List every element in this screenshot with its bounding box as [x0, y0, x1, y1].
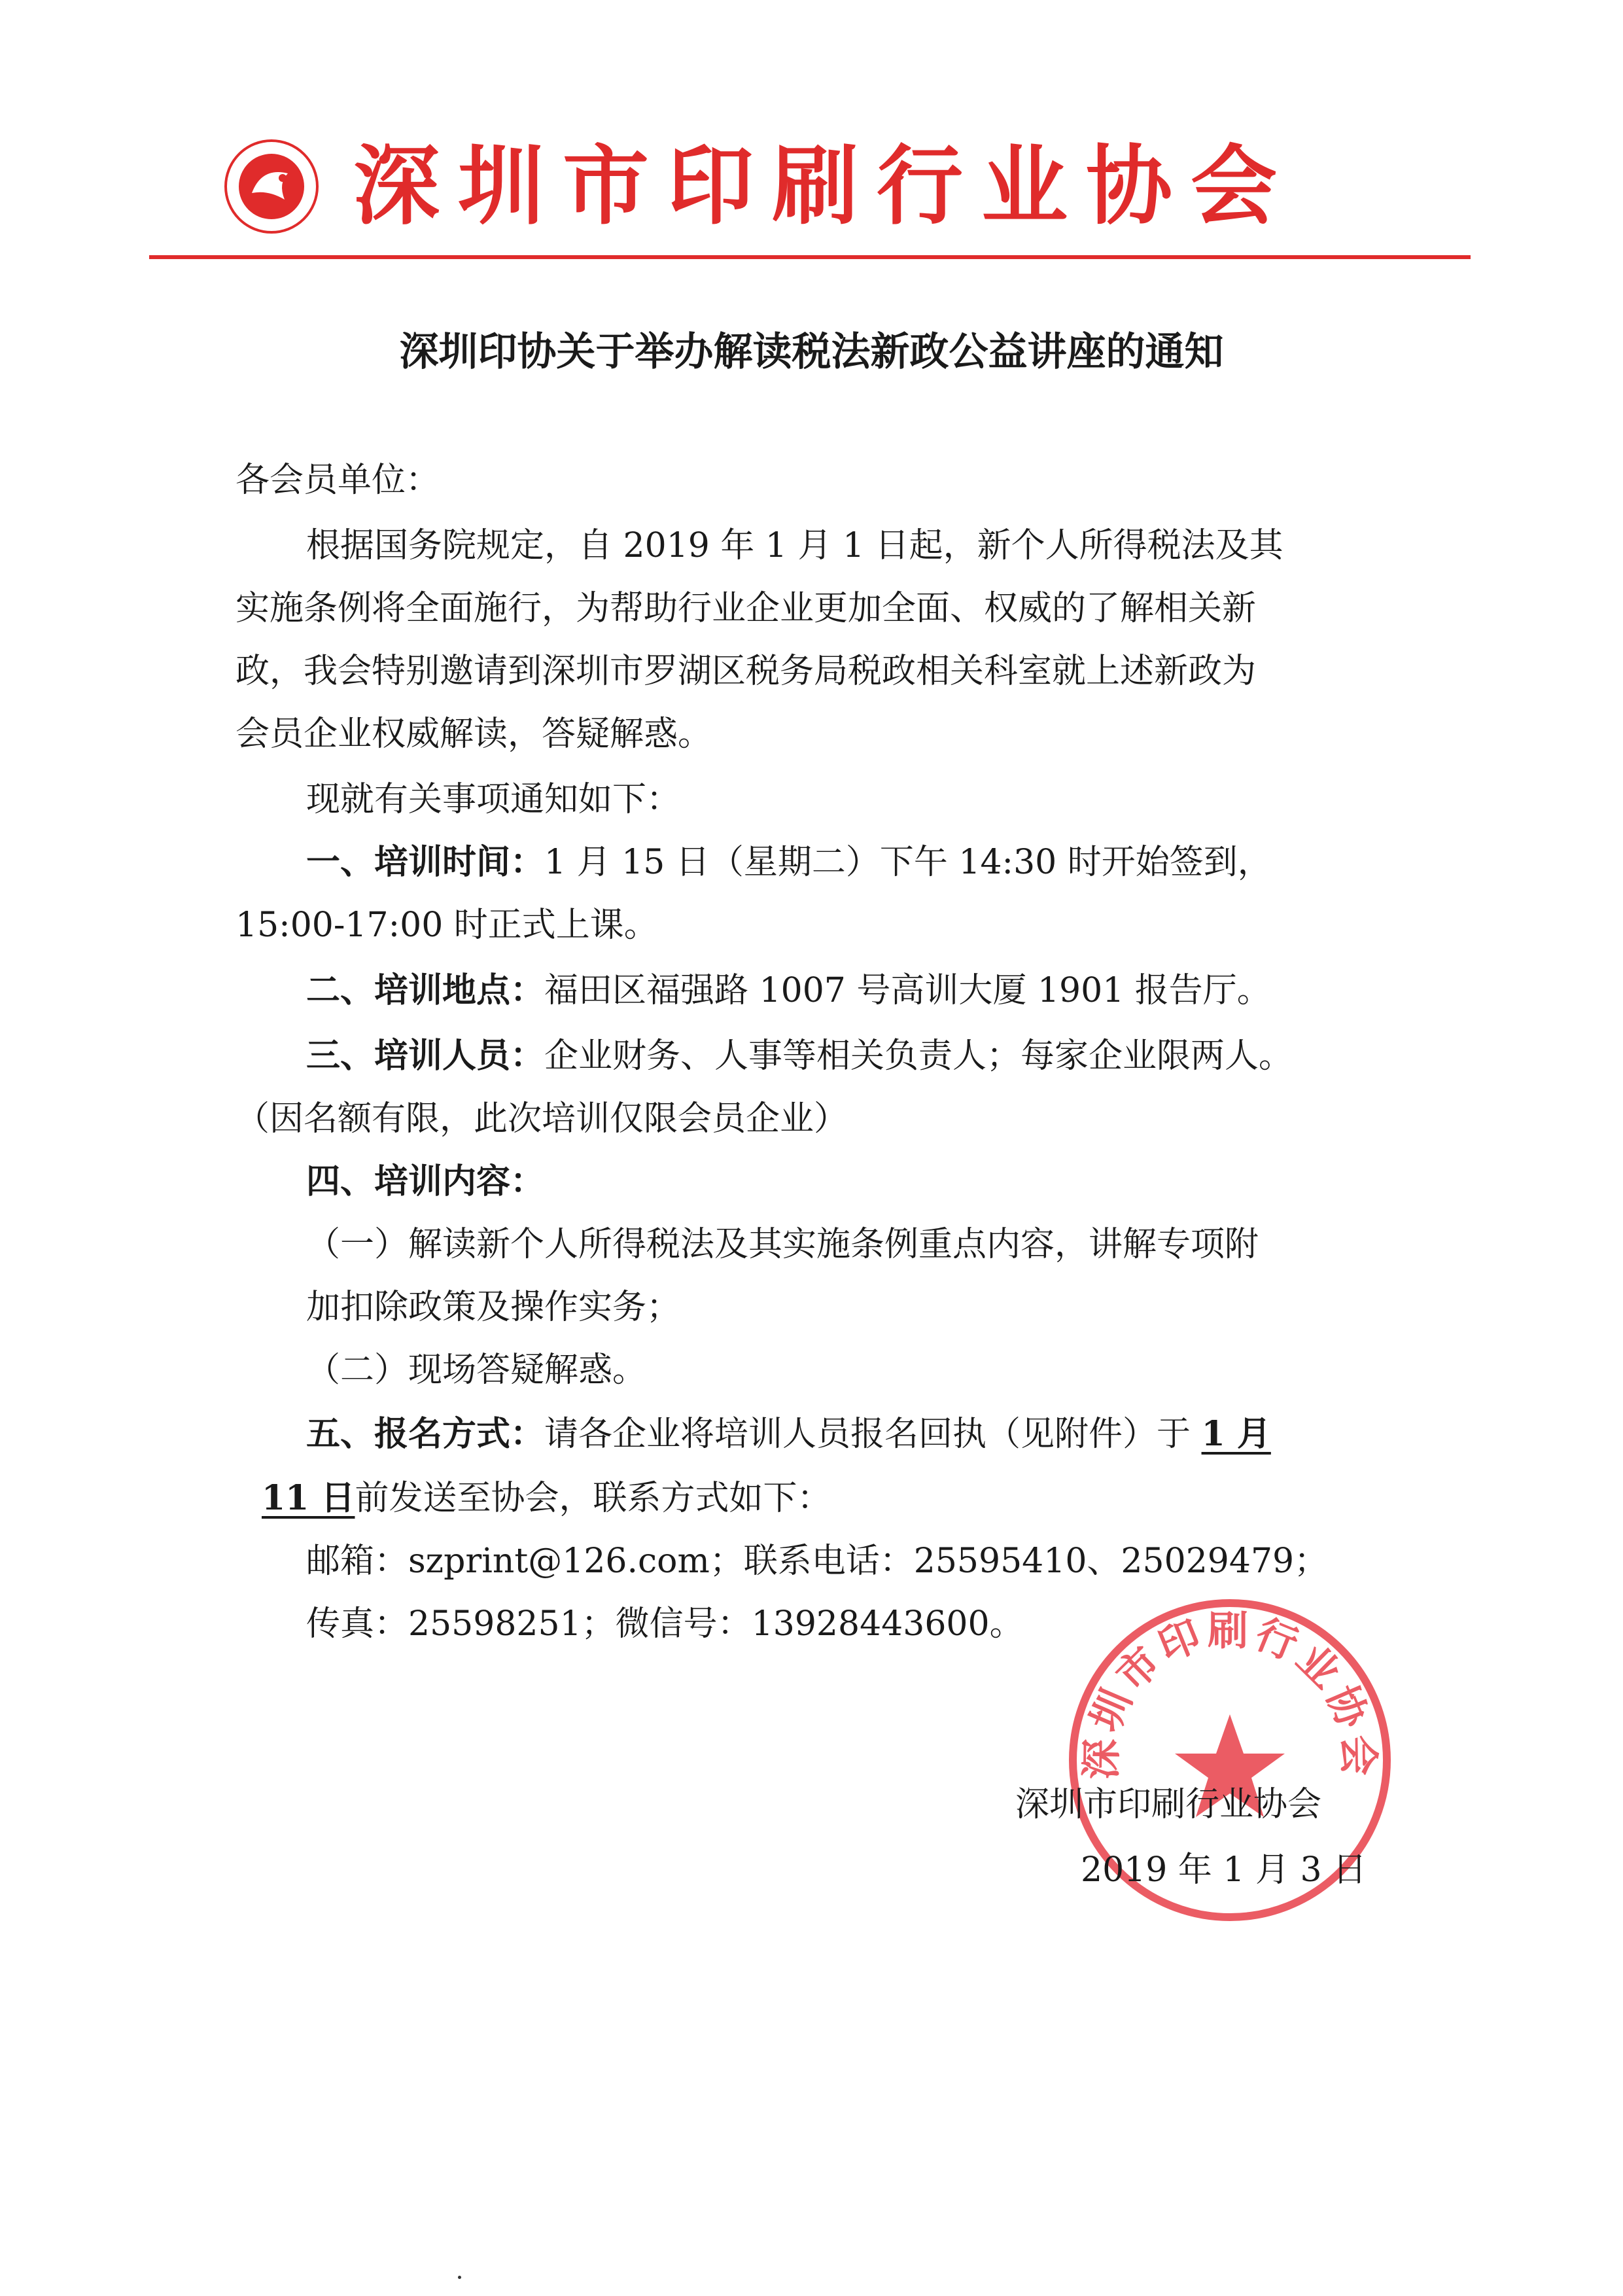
registration-deadline-day: 11 日	[262, 1478, 355, 1518]
section-time-text: 1 月 15 日（星期二）下午 14:30 时开始签到，	[544, 843, 1272, 882]
contact-line-1: 邮箱：szprint@126.com；联系电话：25595410、25029479；	[306, 1542, 1329, 1581]
notice-lead: 现就有关事项通知如下：	[306, 780, 681, 819]
scan-mark	[458, 2276, 461, 2279]
section-time	[306, 836, 1272, 889]
section-registration-label: 五、报名方式：	[306, 1414, 545, 1454]
content-item-2: （二）现场答疑解惑。	[306, 1351, 647, 1390]
section-location-text: 福田区福强路 1007 号高训大厦 1901 报告厅。	[544, 971, 1271, 1010]
registration-line-2-text: 前发送至协会，联系方式如下：	[355, 1479, 831, 1518]
salutation: 各会员单位：	[236, 461, 440, 500]
section-location	[306, 964, 1271, 1017]
section-attendees	[306, 1030, 1293, 1082]
letterhead-divider	[149, 255, 1471, 259]
signature-date: 2019 年 1 月 3 日	[1081, 1850, 1367, 1890]
intro-line-1: 根据国务院规定，自 2019 年 1 月 1 日起，新个人所得税法及其	[306, 526, 1283, 565]
letterhead-org-name: 深圳市印刷行业协会	[353, 135, 1295, 237]
registration-deadline-month: 1 月	[1201, 1414, 1271, 1454]
section-registration	[306, 1408, 1271, 1460]
signature-org: 深圳市印刷行业协会	[1015, 1785, 1322, 1824]
association-emblem-icon	[222, 137, 321, 236]
section-time-label: 一、培训时间：	[306, 842, 545, 882]
section-content-label: 四、培训内容：	[306, 1161, 545, 1201]
content-item-1-line-2: 加扣除政策及操作实务；	[306, 1288, 681, 1327]
contact-line-2: 传真：25598251；微信号：13928443600。	[306, 1604, 1024, 1644]
seal-text: 深圳市印刷行业协会	[1077, 1606, 1383, 1780]
intro-line-4: 会员企业权威解读，答疑解惑。	[236, 715, 712, 754]
section-time-line-2: 15:00-17:00 时正式上课。	[236, 906, 658, 945]
intro-line-3: 政，我会特别邀请到深圳市罗湖区税务局税政相关科室就上述新政为	[236, 652, 1257, 691]
section-location-label: 二、培训地点：	[306, 970, 545, 1010]
notice-title: 深圳印协关于举办解读税法新政公益讲座的通知	[399, 329, 1224, 375]
intro-line-2: 实施条例将全面施行，为帮助行业企业更加全面、权威的了解相关新	[236, 589, 1257, 628]
section-registration-text: 请各企业将培训人员报名回执（见附件）于	[544, 1415, 1191, 1454]
section-attendees-label: 三、培训人员：	[306, 1036, 545, 1076]
section-attendees-line-2: （因名额有限，此次培训仅限会员企业）	[236, 1099, 848, 1139]
section-registration-line-2	[262, 1472, 831, 1525]
content-item-1-line-1: （一）解读新个人所得税法及其实施条例重点内容，讲解专项附	[306, 1225, 1259, 1264]
section-attendees-text: 企业财务、人事等相关负责人；每家企业限两人。	[544, 1036, 1293, 1076]
